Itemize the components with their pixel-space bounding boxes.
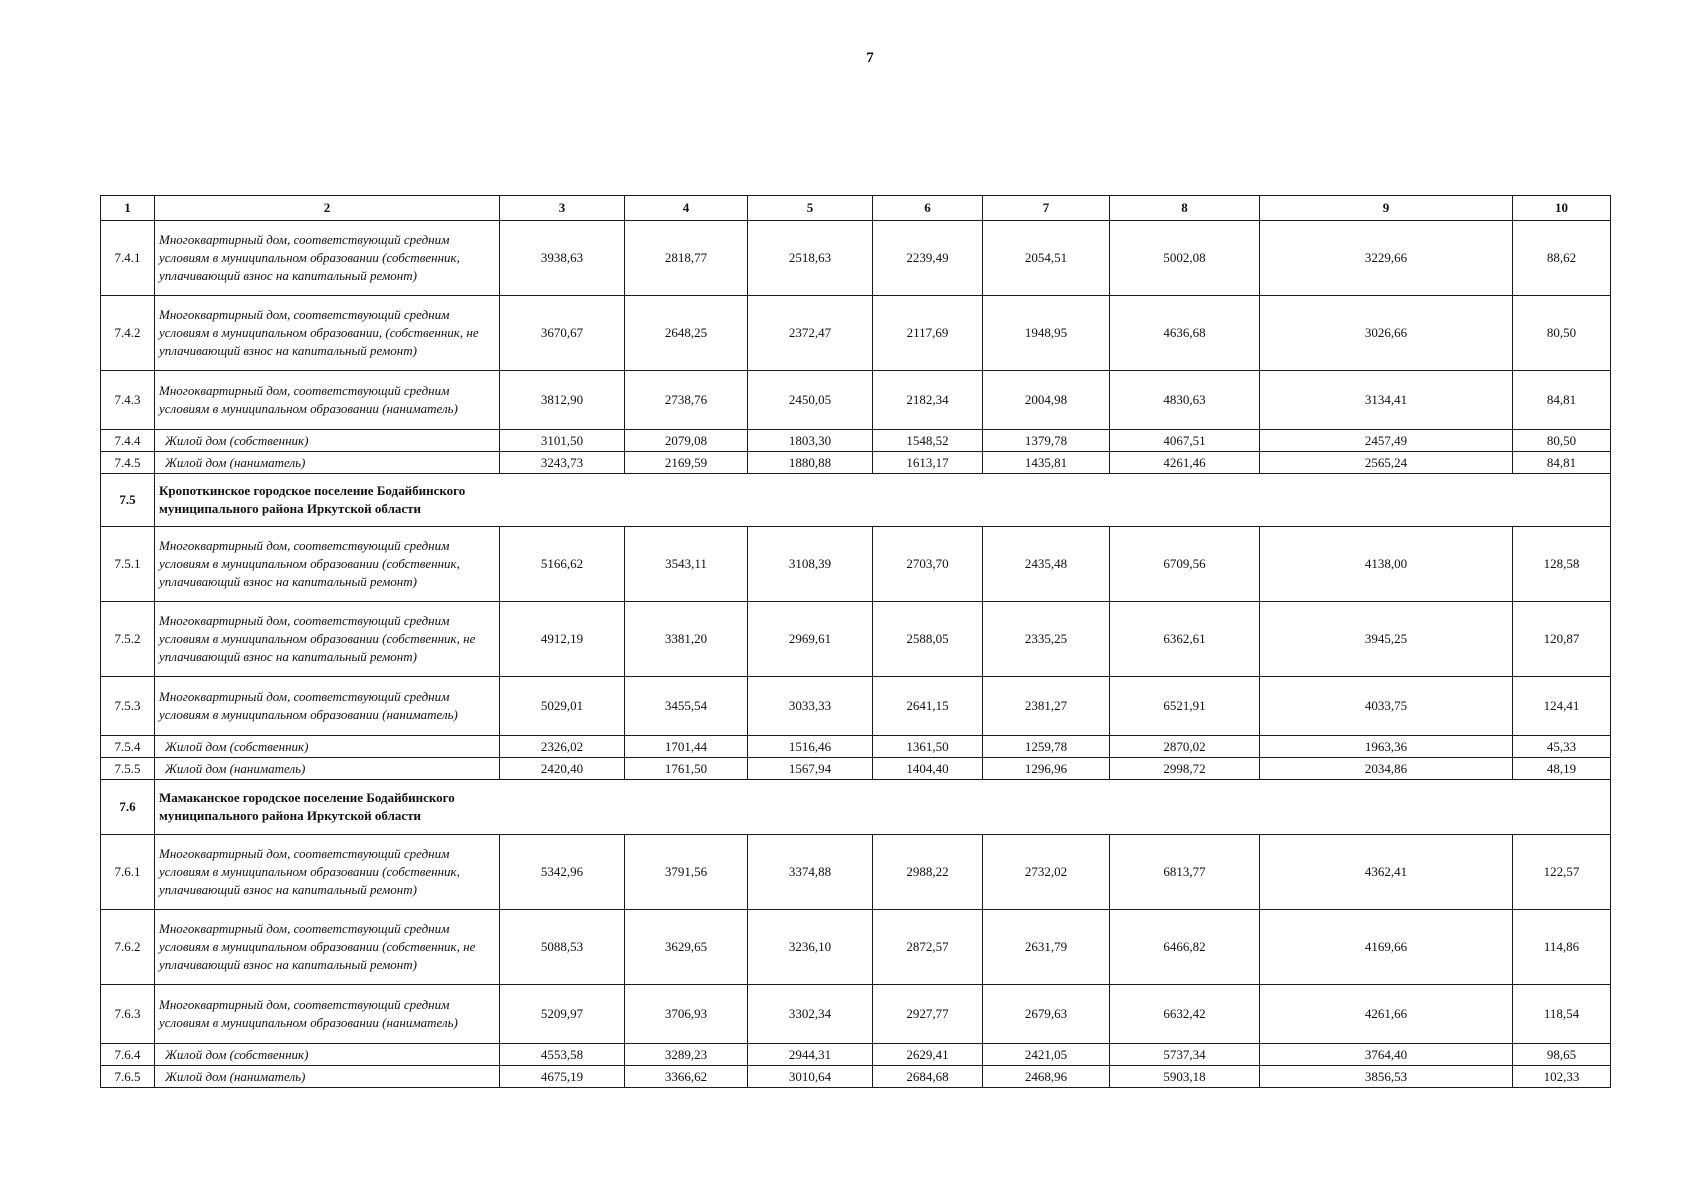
cell-value: 1296,96 (983, 758, 1110, 780)
column-header: 10 (1513, 196, 1611, 221)
cell-value: 3764,40 (1260, 1044, 1513, 1066)
cell-value: 5342,96 (500, 835, 625, 910)
section-name (155, 474, 1611, 527)
section-name (155, 780, 1611, 835)
cell-value: 2034,86 (1260, 758, 1513, 780)
cell-value: 2054,51 (983, 221, 1110, 296)
row-description: Жилой дом (наниматель) (155, 1066, 500, 1088)
section-row (101, 474, 1611, 527)
cell-value: 4169,66 (1260, 910, 1513, 985)
cell-value: 3026,66 (1260, 296, 1513, 371)
cell-value: 2927,77 (873, 985, 983, 1044)
cell-value: 2641,15 (873, 677, 983, 736)
cell-value: 2450,05 (748, 371, 873, 430)
table-row (101, 371, 1611, 430)
table-row (101, 430, 1611, 452)
table-row (101, 758, 1611, 780)
row-description: Многоквартирный дом, соответствующий средним условиям в муниципальном образовании (наниматель) (155, 371, 500, 430)
cell-value: 2988,22 (873, 835, 983, 910)
row-code: 7.6.3 (101, 985, 155, 1044)
cell-value: 102,33 (1513, 1066, 1611, 1088)
table-row (101, 296, 1611, 371)
cell-value: 2732,02 (983, 835, 1110, 910)
row-code: 7.4.2 (101, 296, 155, 371)
cell-value: 6632,42 (1110, 985, 1260, 1044)
cell-value: 2684,68 (873, 1066, 983, 1088)
table-row (101, 602, 1611, 677)
cell-value: 4553,58 (500, 1044, 625, 1066)
cell-value: 2169,59 (625, 452, 748, 474)
table-row (101, 985, 1611, 1044)
cell-value: 80,50 (1513, 296, 1611, 371)
column-header: 9 (1260, 196, 1513, 221)
row-code: 7.5.5 (101, 758, 155, 780)
cell-value: 2818,77 (625, 221, 748, 296)
row-description: Жилой дом (наниматель) (155, 758, 500, 780)
cell-value: 2420,40 (500, 758, 625, 780)
cell-value: 6362,61 (1110, 602, 1260, 677)
cell-value: 4912,19 (500, 602, 625, 677)
cell-value: 2326,02 (500, 736, 625, 758)
cell-value: 2421,05 (983, 1044, 1110, 1066)
table-row (101, 527, 1611, 602)
cell-value: 4636,68 (1110, 296, 1260, 371)
cell-value: 1259,78 (983, 736, 1110, 758)
cell-value: 120,87 (1513, 602, 1611, 677)
cell-value: 2182,34 (873, 371, 983, 430)
table-row (101, 677, 1611, 736)
table-row (101, 452, 1611, 474)
column-header: 3 (500, 196, 625, 221)
tariff-table (100, 195, 1611, 1088)
cell-value: 5029,01 (500, 677, 625, 736)
cell-value: 2079,08 (625, 430, 748, 452)
cell-value: 2631,79 (983, 910, 1110, 985)
table-row (101, 910, 1611, 985)
column-header: 7 (983, 196, 1110, 221)
cell-value: 4261,66 (1260, 985, 1513, 1044)
row-description: Многоквартирный дом, соответствующий средним условиям в муниципальном образовании (собственник, уплачивающий взнос на капитальный ремонт) (155, 527, 500, 602)
cell-value: 2372,47 (748, 296, 873, 371)
cell-value: 3243,73 (500, 452, 625, 474)
row-description: Жилой дом (собственник) (155, 1044, 500, 1066)
cell-value: 4033,75 (1260, 677, 1513, 736)
column-header: 5 (748, 196, 873, 221)
cell-value: 3033,33 (748, 677, 873, 736)
cell-value: 128,58 (1513, 527, 1611, 602)
column-header: 6 (873, 196, 983, 221)
row-code: 7.5.2 (101, 602, 155, 677)
cell-value: 3302,34 (748, 985, 873, 1044)
cell-value: 98,65 (1513, 1044, 1611, 1066)
cell-value: 6466,82 (1110, 910, 1260, 985)
cell-value: 3010,64 (748, 1066, 873, 1088)
row-code: 7.5.4 (101, 736, 155, 758)
column-header: 1 (101, 196, 155, 221)
row-description: Многоквартирный дом, соответствующий средним условиям в муниципальном образовании (собственник, уплачивающий взнос на капитальный ремонт) (155, 221, 500, 296)
cell-value: 3229,66 (1260, 221, 1513, 296)
cell-value: 2457,49 (1260, 430, 1513, 452)
cell-value: 2648,25 (625, 296, 748, 371)
cell-value: 88,62 (1513, 221, 1611, 296)
cell-value: 3856,53 (1260, 1066, 1513, 1088)
row-code: 7.6.2 (101, 910, 155, 985)
row-code: 7.5.3 (101, 677, 155, 736)
section-row (101, 780, 1611, 835)
cell-value: 118,54 (1513, 985, 1611, 1044)
cell-value: 3455,54 (625, 677, 748, 736)
cell-value: 3236,10 (748, 910, 873, 985)
cell-value: 4362,41 (1260, 835, 1513, 910)
row-code: 7.5.1 (101, 527, 155, 602)
cell-value: 3629,65 (625, 910, 748, 985)
cell-value: 1948,95 (983, 296, 1110, 371)
column-header: 4 (625, 196, 748, 221)
cell-value: 2335,25 (983, 602, 1110, 677)
cell-value: 84,81 (1513, 452, 1611, 474)
column-header: 2 (155, 196, 500, 221)
cell-value: 2629,41 (873, 1044, 983, 1066)
cell-value: 2870,02 (1110, 736, 1260, 758)
cell-value: 5002,08 (1110, 221, 1260, 296)
cell-value: 3938,63 (500, 221, 625, 296)
cell-value: 3108,39 (748, 527, 873, 602)
cell-value: 1613,17 (873, 452, 983, 474)
cell-value: 3706,93 (625, 985, 748, 1044)
cell-value: 2738,76 (625, 371, 748, 430)
row-code: 7.4.1 (101, 221, 155, 296)
cell-value: 1803,30 (748, 430, 873, 452)
row-description: Многоквартирный дом, соответствующий средним условиям в муниципальном образовании (наниматель) (155, 985, 500, 1044)
cell-value: 5166,62 (500, 527, 625, 602)
table-row (101, 221, 1611, 296)
cell-value: 2872,57 (873, 910, 983, 985)
cell-value: 5209,97 (500, 985, 625, 1044)
row-description: Многоквартирный дом, соответствующий средним условиям в муниципальном образовании, (собственник, не уплачивающий взнос на капитальный ремонт) (155, 296, 500, 371)
row-code: 7.4.4 (101, 430, 155, 452)
cell-value: 2468,96 (983, 1066, 1110, 1088)
cell-value: 3101,50 (500, 430, 625, 452)
cell-value: 122,57 (1513, 835, 1611, 910)
cell-value: 4261,46 (1110, 452, 1260, 474)
cell-value: 3381,20 (625, 602, 748, 677)
cell-value: 3945,25 (1260, 602, 1513, 677)
cell-value: 1963,36 (1260, 736, 1513, 758)
cell-value: 2565,24 (1260, 452, 1513, 474)
cell-value: 3812,90 (500, 371, 625, 430)
row-code: 7.6.1 (101, 835, 155, 910)
row-description: Жилой дом (собственник) (155, 736, 500, 758)
row-description: Жилой дом (собственник) (155, 430, 500, 452)
cell-value: 3374,88 (748, 835, 873, 910)
cell-value: 6709,56 (1110, 527, 1260, 602)
cell-value: 48,19 (1513, 758, 1611, 780)
cell-value: 2518,63 (748, 221, 873, 296)
cell-value: 2679,63 (983, 985, 1110, 1044)
cell-value: 4675,19 (500, 1066, 625, 1088)
section-code: 7.5 (101, 474, 155, 527)
cell-value: 2944,31 (748, 1044, 873, 1066)
cell-value: 1379,78 (983, 430, 1110, 452)
cell-value: 2969,61 (748, 602, 873, 677)
cell-value: 5737,34 (1110, 1044, 1260, 1066)
cell-value: 2004,98 (983, 371, 1110, 430)
section-name-text: Кропоткинское городское поселение Бодайбинского муниципального района Иркутской области (159, 483, 466, 516)
cell-value: 2703,70 (873, 527, 983, 602)
cell-value: 1761,50 (625, 758, 748, 780)
cell-value: 2998,72 (1110, 758, 1260, 780)
row-code: 7.6.5 (101, 1066, 155, 1088)
section-code: 7.6 (101, 780, 155, 835)
row-code: 7.6.4 (101, 1044, 155, 1066)
cell-value: 45,33 (1513, 736, 1611, 758)
cell-value: 6813,77 (1110, 835, 1260, 910)
cell-value: 1567,94 (748, 758, 873, 780)
cell-value: 5903,18 (1110, 1066, 1260, 1088)
section-name-text: Мамаканское городское поселение Бодайбинского муниципального района Иркутской области (159, 790, 455, 823)
row-description: Многоквартирный дом, соответствующий средним условиям в муниципальном образовании (собственник, уплачивающий взнос на капитальный ремонт) (155, 835, 500, 910)
row-code: 7.4.3 (101, 371, 155, 430)
cell-value: 1516,46 (748, 736, 873, 758)
cell-value: 124,41 (1513, 677, 1611, 736)
cell-value: 3366,62 (625, 1066, 748, 1088)
row-description: Многоквартирный дом, соответствующий средним условиям в муниципальном образовании (наниматель) (155, 677, 500, 736)
cell-value: 2588,05 (873, 602, 983, 677)
table-row (101, 1044, 1611, 1066)
cell-value: 1880,88 (748, 452, 873, 474)
cell-value: 2435,48 (983, 527, 1110, 602)
cell-value: 1548,52 (873, 430, 983, 452)
cell-value: 80,50 (1513, 430, 1611, 452)
cell-value: 1701,44 (625, 736, 748, 758)
row-description: Жилой дом (наниматель) (155, 452, 500, 474)
cell-value: 2117,69 (873, 296, 983, 371)
column-header: 8 (1110, 196, 1260, 221)
row-description: Многоквартирный дом, соответствующий средним условиям в муниципальном образовании (собственник, не уплачивающий взнос на капитальный ремонт) (155, 602, 500, 677)
cell-value: 5088,53 (500, 910, 625, 985)
cell-value: 1361,50 (873, 736, 983, 758)
cell-value: 4830,63 (1110, 371, 1260, 430)
cell-value: 114,86 (1513, 910, 1611, 985)
table-row (101, 835, 1611, 910)
cell-value: 1404,40 (873, 758, 983, 780)
cell-value: 3543,11 (625, 527, 748, 602)
row-description: Многоквартирный дом, соответствующий средним условиям в муниципальном образовании (собственник, не уплачивающий взнос на капитальный ремонт) (155, 910, 500, 985)
cell-value: 4067,51 (1110, 430, 1260, 452)
table-row (101, 1066, 1611, 1088)
cell-value: 2381,27 (983, 677, 1110, 736)
page-number: 7 (866, 50, 874, 66)
column-number-row (101, 196, 1611, 221)
cell-value: 6521,91 (1110, 677, 1260, 736)
cell-value: 3134,41 (1260, 371, 1513, 430)
cell-value: 2239,49 (873, 221, 983, 296)
row-code: 7.4.5 (101, 452, 155, 474)
cell-value: 3289,23 (625, 1044, 748, 1066)
cell-value: 3670,67 (500, 296, 625, 371)
cell-value: 3791,56 (625, 835, 748, 910)
cell-value: 1435,81 (983, 452, 1110, 474)
table-row (101, 736, 1611, 758)
cell-value: 84,81 (1513, 371, 1611, 430)
cell-value: 4138,00 (1260, 527, 1513, 602)
